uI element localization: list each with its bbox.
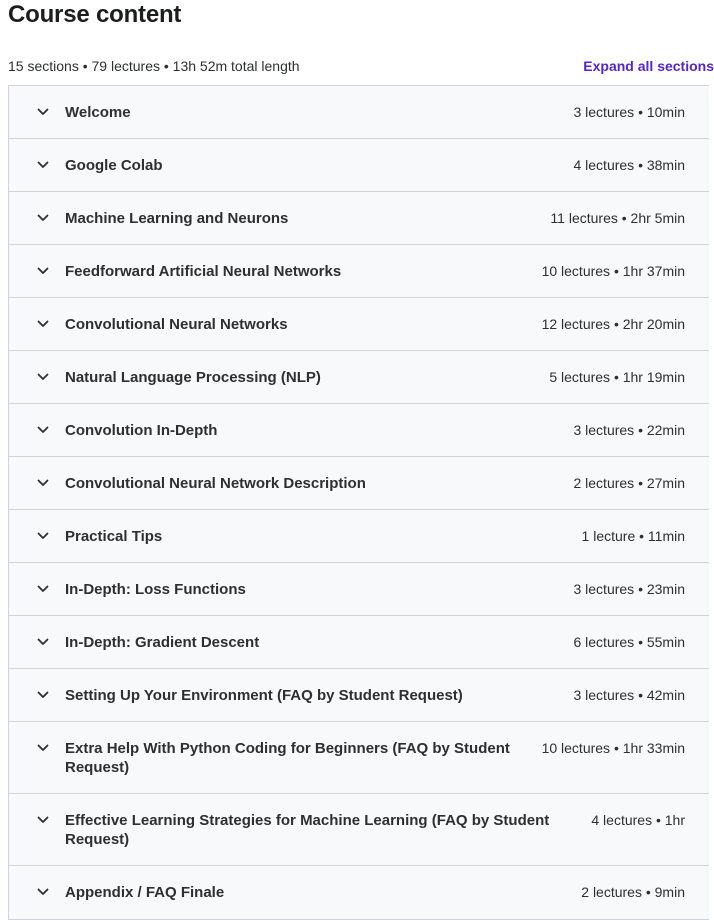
section-meta: 1 lecture • 11min bbox=[581, 528, 685, 544]
section-title: Effective Learning Strategies for Machine Learning (FAQ by Student Request) bbox=[65, 812, 550, 848]
section-item[interactable] bbox=[9, 298, 709, 351]
section-title: Extra Help With Python Coding for Beginners (FAQ by Student Request) bbox=[65, 740, 510, 776]
section-meta: 4 lectures • 38min bbox=[573, 157, 685, 173]
chevron-down-icon bbox=[37, 475, 49, 491]
chevron-down-icon bbox=[37, 104, 49, 120]
section-meta: 4 lectures • 1hr bbox=[591, 812, 685, 828]
section-meta: 2 lectures • 9min bbox=[581, 884, 685, 900]
course-summary-row bbox=[8, 56, 714, 76]
chevron-down-icon bbox=[37, 263, 49, 279]
section-meta: 3 lectures • 23min bbox=[573, 581, 685, 597]
section-item[interactable] bbox=[9, 404, 709, 457]
section-title: Google Colab bbox=[65, 157, 163, 174]
chevron-down-icon bbox=[37, 157, 49, 173]
section-title: Convolution In-Depth bbox=[65, 422, 218, 439]
section-title: In-Depth: Loss Functions bbox=[65, 581, 246, 598]
section-item[interactable] bbox=[9, 351, 709, 404]
section-title: Natural Language Processing (NLP) bbox=[65, 369, 321, 386]
chevron-down-icon bbox=[37, 740, 49, 756]
section-meta: 5 lectures • 1hr 19min bbox=[549, 369, 685, 385]
section-title: Feedforward Artificial Neural Networks bbox=[65, 263, 342, 280]
section-title: Appendix / FAQ Finale bbox=[65, 884, 225, 901]
section-meta: 10 lectures • 1hr 33min bbox=[541, 740, 685, 756]
section-title: Welcome bbox=[65, 104, 131, 121]
chevron-down-icon bbox=[37, 369, 49, 385]
chevron-down-icon bbox=[37, 581, 49, 597]
section-title: Convolutional Neural Network Description bbox=[65, 475, 366, 492]
section-meta: 10 lectures • 1hr 37min bbox=[541, 263, 685, 279]
section-item[interactable] bbox=[9, 722, 709, 794]
chevron-down-icon bbox=[37, 210, 49, 226]
section-item[interactable] bbox=[9, 669, 709, 722]
section-meta: 3 lectures • 22min bbox=[573, 422, 685, 438]
section-meta: 3 lectures • 42min bbox=[573, 687, 685, 703]
chevron-down-icon bbox=[37, 528, 49, 544]
section-meta: 6 lectures • 55min bbox=[573, 634, 685, 650]
section-title: Convolutional Neural Networks bbox=[65, 316, 288, 333]
section-item[interactable] bbox=[9, 86, 709, 139]
section-item[interactable] bbox=[9, 457, 709, 510]
section-meta: 11 lectures • 2hr 5min bbox=[550, 210, 685, 226]
page-title: Course content bbox=[8, 1, 182, 28]
section-item[interactable] bbox=[9, 192, 709, 245]
chevron-down-icon bbox=[37, 634, 49, 650]
section-item[interactable] bbox=[9, 866, 709, 920]
section-item[interactable] bbox=[9, 139, 709, 192]
section-meta: 12 lectures • 2hr 20min bbox=[541, 316, 685, 332]
section-title: In-Depth: Gradient Descent bbox=[65, 634, 260, 651]
section-item[interactable] bbox=[9, 510, 709, 563]
section-item[interactable] bbox=[9, 616, 709, 669]
chevron-down-icon bbox=[37, 316, 49, 332]
expand-all-sections-button[interactable]: Expand all sections bbox=[583, 58, 714, 74]
chevron-down-icon bbox=[37, 812, 49, 828]
section-item[interactable] bbox=[9, 794, 709, 866]
section-item[interactable] bbox=[9, 245, 709, 298]
section-title: Practical Tips bbox=[65, 528, 163, 545]
chevron-down-icon bbox=[37, 687, 49, 703]
section-meta: 2 lectures • 27min bbox=[573, 475, 685, 491]
section-title: Setting Up Your Environment (FAQ by Student Request) bbox=[65, 687, 463, 704]
chevron-down-icon bbox=[37, 422, 49, 438]
section-meta: 3 lectures • 10min bbox=[573, 104, 685, 120]
section-list bbox=[8, 85, 709, 920]
section-title: Machine Learning and Neurons bbox=[65, 210, 289, 227]
section-item[interactable] bbox=[9, 563, 709, 616]
chevron-down-icon bbox=[37, 884, 49, 900]
course-summary: 15 sections • 79 lectures • 13h 52m total length bbox=[8, 58, 300, 74]
